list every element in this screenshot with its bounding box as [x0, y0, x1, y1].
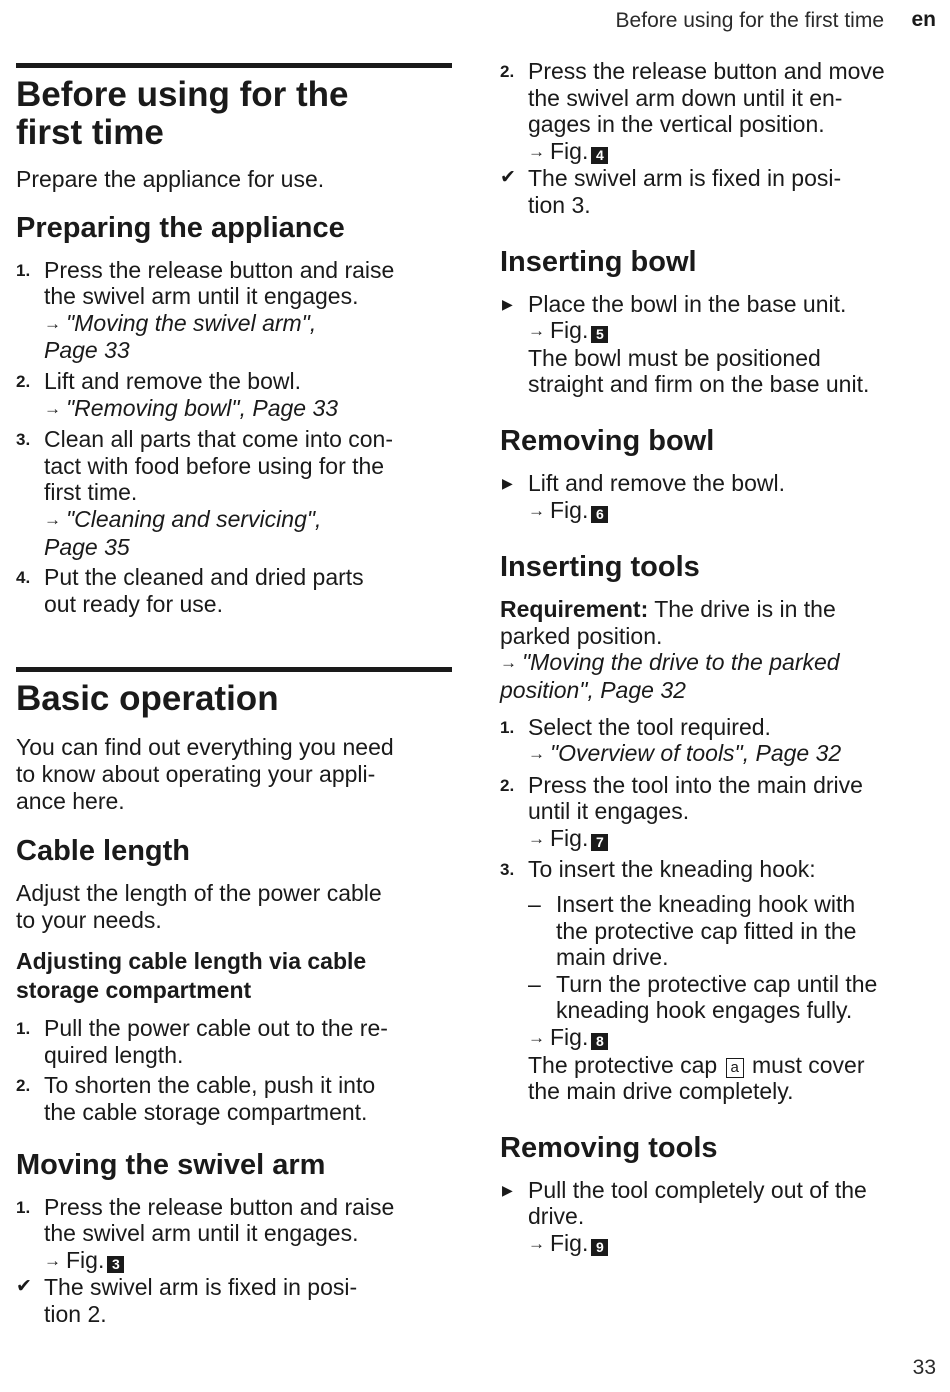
heading-inserting-bowl: Inserting bowl — [500, 245, 697, 278]
heading-cable-length: Cable length — [16, 835, 191, 868]
step-number: 1. — [16, 260, 31, 280]
page-number: 33 — [912, 1356, 936, 1379]
running-header: Before using for the first time — [615, 9, 884, 32]
triangle-bullet-icon: ▶ — [502, 474, 513, 491]
swivel-steps-list — [16, 1194, 452, 1328]
arrow-right-icon: → — [528, 500, 545, 520]
step-number: 3. — [16, 430, 31, 450]
figure-reference[interactable]: → Fig. 5 — [528, 317, 936, 345]
heading-removing-tools: Removing tools — [500, 1131, 718, 1164]
list-item: 1. Press the release button and raise the swivel arm until it engages. → Fig. 3 — [16, 1194, 452, 1275]
list-item: 1. Press the release button and raise the swivel arm until it engages. → "Moving the swivel arm", Page 33 — [16, 257, 452, 364]
figure-number-badge: 8 — [591, 1033, 608, 1050]
arrow-right-icon: → — [44, 398, 61, 418]
triangle-bullet-icon: ▶ — [502, 1181, 513, 1198]
heading-inserting-tools: Inserting tools — [500, 551, 700, 584]
result-item: ✔ The swivel arm is fixed in posi- tion 2. — [16, 1274, 358, 1328]
instruction-item: ▶ Pull the tool completely out of the drive. → Fig. 9 — [500, 1177, 936, 1258]
step-number: 3. — [500, 860, 515, 880]
figure-reference[interactable]: → Fig. 6 — [528, 497, 936, 525]
arrow-right-icon: → — [528, 1234, 545, 1253]
intro-text: Prepare the appliance for use. — [16, 166, 325, 192]
arrow-right-icon: → — [528, 828, 545, 848]
arrow-right-icon: → — [528, 744, 545, 764]
list-item: 2. Press the release button and move the swivel arm down until it en- gages in the vertical position. → Fig. 4 — [500, 58, 936, 165]
cable-steps-list — [16, 1015, 452, 1125]
figure-reference[interactable]: → Fig. 9 — [528, 1230, 936, 1258]
step-number: 1. — [500, 717, 515, 737]
list-item: 3. To insert the kneading hook: – Insert the kneading hook with the protective cap fitted in the main drive. – Turn the protective cap until the kneading hook engages fully. → Fig. 8 The protective cap a must cover the main drive completely. — [500, 856, 936, 1104]
arrow-right-icon: → — [528, 1028, 545, 1048]
list-item: 4. Put the cleaned and dried parts out ready for use. — [16, 564, 364, 617]
list-item: 3. Clean all parts that come into con- tact with food before using for the first time. → "Cleaning and servicing", Page 35 — [16, 426, 452, 560]
step-number: 4. — [16, 568, 31, 588]
requirement-label: Requirement: — [500, 596, 649, 623]
cross-reference-link[interactable]: → "Removing bowl", Page 33 — [44, 394, 339, 421]
heading-preparing-appliance: Preparing the appliance — [16, 211, 345, 244]
instruction-item: ▶ Place the bowl in the base unit. → Fig. 5 The bowl must be positioned straight and firm on the base unit. — [500, 291, 936, 398]
cross-reference-link[interactable]: → "Cleaning and servicing", — [44, 505, 322, 532]
figure-number-badge: 4 — [591, 147, 608, 164]
left-column — [16, 0, 452, 1328]
heading-removing-bowl: Removing bowl — [500, 424, 715, 457]
list-item: 2. Press the tool into the main drive until it engages. → Fig. 7 — [500, 772, 936, 853]
section-rule — [16, 63, 452, 68]
triangle-bullet-icon: ▶ — [502, 295, 513, 312]
list-item: 2. To shorten the cable, push it into the cable storage compartment. — [16, 1072, 376, 1126]
figure-reference[interactable]: → Fig. 3 — [44, 1247, 452, 1275]
step-number: 1. — [16, 1019, 31, 1039]
figure-number-badge: 3 — [107, 1256, 124, 1273]
sub-list-item: – Insert the kneading hook with the protective cap fitted in the main drive. — [528, 891, 857, 971]
checkmark-icon: ✔ — [500, 167, 516, 189]
language-code: en — [911, 8, 936, 31]
arrow-right-icon: → — [528, 141, 545, 161]
tools-steps-list — [500, 714, 936, 1105]
instruction-item: ▶ Lift and remove the bowl. → Fig. 6 — [500, 470, 936, 524]
figure-reference[interactable]: → Fig. 4 — [528, 138, 936, 166]
arrow-right-icon: → — [44, 1250, 61, 1270]
heading-moving-swivel-arm: Moving the swivel arm — [16, 1148, 326, 1181]
subheading-adjusting-cable: Adjusting cable length via cable storage compartment — [16, 948, 367, 1004]
cross-reference-link[interactable]: → "Moving the drive to the parked — [500, 649, 840, 676]
figure-number-badge: 9 — [591, 1239, 608, 1256]
step-number: 1. — [16, 1197, 31, 1217]
step-number: 2. — [500, 62, 515, 81]
arrow-right-icon: → — [500, 653, 517, 673]
figure-reference[interactable]: → Fig. 8 — [528, 1024, 936, 1052]
checkmark-icon: ✔ — [16, 1276, 32, 1298]
sub-list-item: – Turn the protective cap until the kneading hook engages fully. — [528, 970, 878, 1024]
figure-number-badge: 7 — [591, 834, 608, 851]
body-text: Adjust the length of the power cable to your needs. — [16, 880, 382, 933]
cross-reference-link[interactable]: → "Moving the swivel arm", — [44, 309, 317, 336]
list-item: 1. Pull the power cable out to the re- quired length. — [16, 1015, 388, 1068]
section-rule — [16, 667, 452, 672]
section-title-basic-operation: Basic operation — [16, 679, 279, 719]
figure-number-badge: 5 — [591, 326, 608, 343]
figure-number-badge: 6 — [591, 506, 608, 523]
list-item: 2. Lift and remove the bowl. → "Removing bowl", Page 33 — [16, 368, 452, 422]
arrow-right-icon: → — [44, 509, 61, 529]
cross-reference-link[interactable]: → "Overview of tools", Page 32 — [528, 740, 842, 767]
intro-text: You can find out everything you need to know about operating your appli- ance here. — [16, 734, 394, 814]
step-number: 2. — [16, 371, 31, 391]
arrow-right-icon: → — [44, 313, 61, 333]
requirement-text: Requirement: The drive is in the parked position. → "Moving the drive to the parked position", Page 32 — [500, 596, 936, 703]
section-title-before-first-use: Before using for the first time — [16, 75, 349, 152]
swivel-steps-list-continued — [500, 58, 936, 219]
figure-reference[interactable]: → Fig. 7 — [528, 825, 936, 853]
step-number: 2. — [16, 1076, 31, 1096]
result-item: ✔ The swivel arm is fixed in posi- tion 3. — [500, 165, 842, 218]
step-number: 2. — [500, 775, 515, 795]
right-column — [500, 0, 936, 1258]
arrow-right-icon: → — [528, 321, 545, 341]
preparing-steps-list — [16, 257, 452, 618]
part-letter-badge: a — [726, 1058, 744, 1078]
list-item: 1. Select the tool required. → "Overview of tools", Page 32 — [500, 714, 936, 768]
